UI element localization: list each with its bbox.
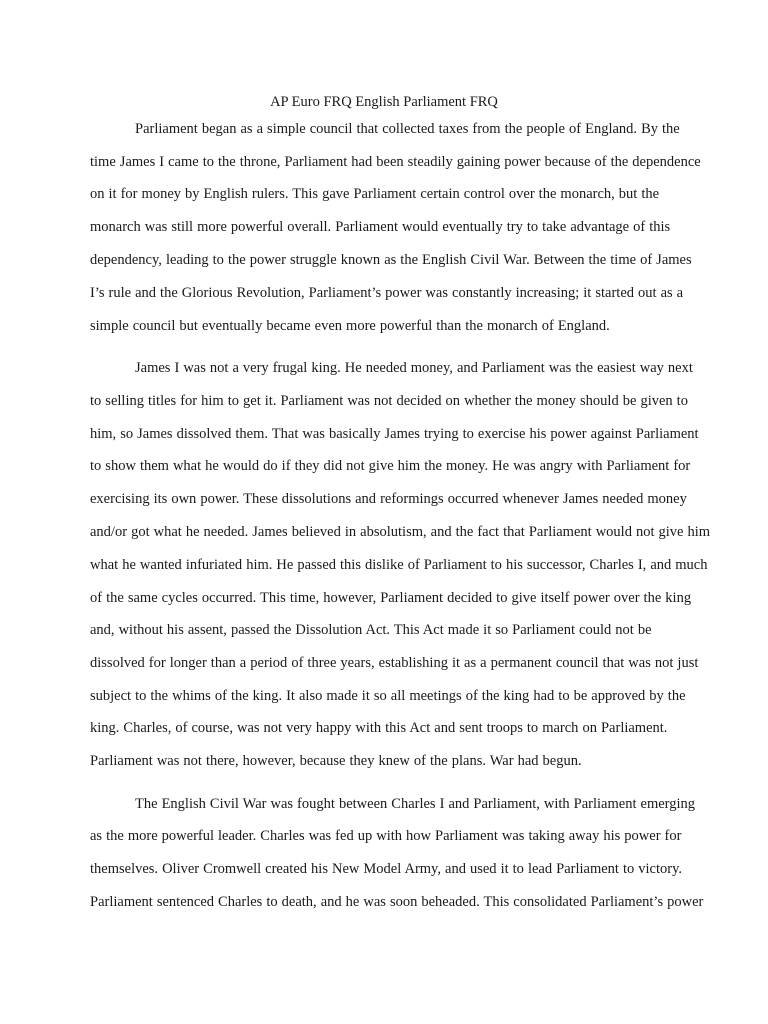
text-line: of the same cycles occurred. This time, however, Parliament decided to give itself power over the king (90, 590, 692, 606)
text-line: James I was not a very frugal king. He needed money, and Parliament was the easiest way next (135, 360, 693, 376)
text-line: to selling titles for him to get it. Parliament was not decided on whether the money should be given to (90, 393, 688, 409)
text-line: to show them what he would do if they did not give him the money. He was angry with Parliament for (90, 458, 691, 474)
text-line: what he wanted infuriated him. He passed this dislike of Parliament to his successor, Charles I, and much (90, 557, 708, 573)
text-line: I’s rule and the Glorious Revolution, Parliament’s power was constantly increasing; it started out as a (90, 285, 684, 301)
text-line: and, without his assent, passed the Dissolution Act. This Act made it so Parliament could not be (90, 622, 652, 638)
text-line: simple council but eventually became even more powerful than the monarch of England. (90, 318, 610, 334)
text-line: Parliament began as a simple council that collected taxes from the people of England. By the (135, 121, 680, 137)
text-line: subject to the whims of the king. It also made it so all meetings of the king had to be approved by the (90, 688, 686, 704)
text-line: time James I came to the throne, Parliament had been steadily gaining power because of the dependence (90, 154, 701, 170)
text-line: on it for money by English rulers. This gave Parliament certain control over the monarch, but the (90, 186, 660, 202)
text-line: themselves. Oliver Cromwell created his New Model Army, and used it to lead Parliament to victory. (90, 861, 683, 877)
text-line: dependency, leading to the power struggle known as the English Civil War. Between the time of James (90, 252, 692, 268)
text-line: Parliament was not there, however, because they knew of the plans. War had begun. (90, 753, 582, 769)
text-line: and/or got what he needed. James believed in absolutism, and the fact that Parliament would not give him (90, 524, 711, 540)
text-line: him, so James dissolved them. That was basically James trying to exercise his power against Parliament (90, 426, 699, 442)
text-line: as the more powerful leader. Charles was fed up with how Parliament was taking away his power for (90, 828, 682, 844)
text-line: exercising its own power. These dissolutions and reformings occurred whenever James needed money (90, 491, 687, 507)
text-line: The English Civil War was fought between Charles I and Parliament, with Parliament emerging (135, 796, 696, 812)
document-title: AP Euro FRQ English Parliament FRQ (270, 94, 498, 110)
text-line: dissolved for longer than a period of three years, establishing it as a permanent council that was not just (90, 655, 699, 671)
text-line: king. Charles, of course, was not very happy with this Act and sent troops to march on Parliament. (90, 720, 668, 736)
text-line: Parliament sentenced Charles to death, and he was soon beheaded. This consolidated Parliament’s power (90, 894, 704, 910)
text-line: monarch was still more powerful overall. Parliament would eventually try to take advantage of this (90, 219, 671, 235)
